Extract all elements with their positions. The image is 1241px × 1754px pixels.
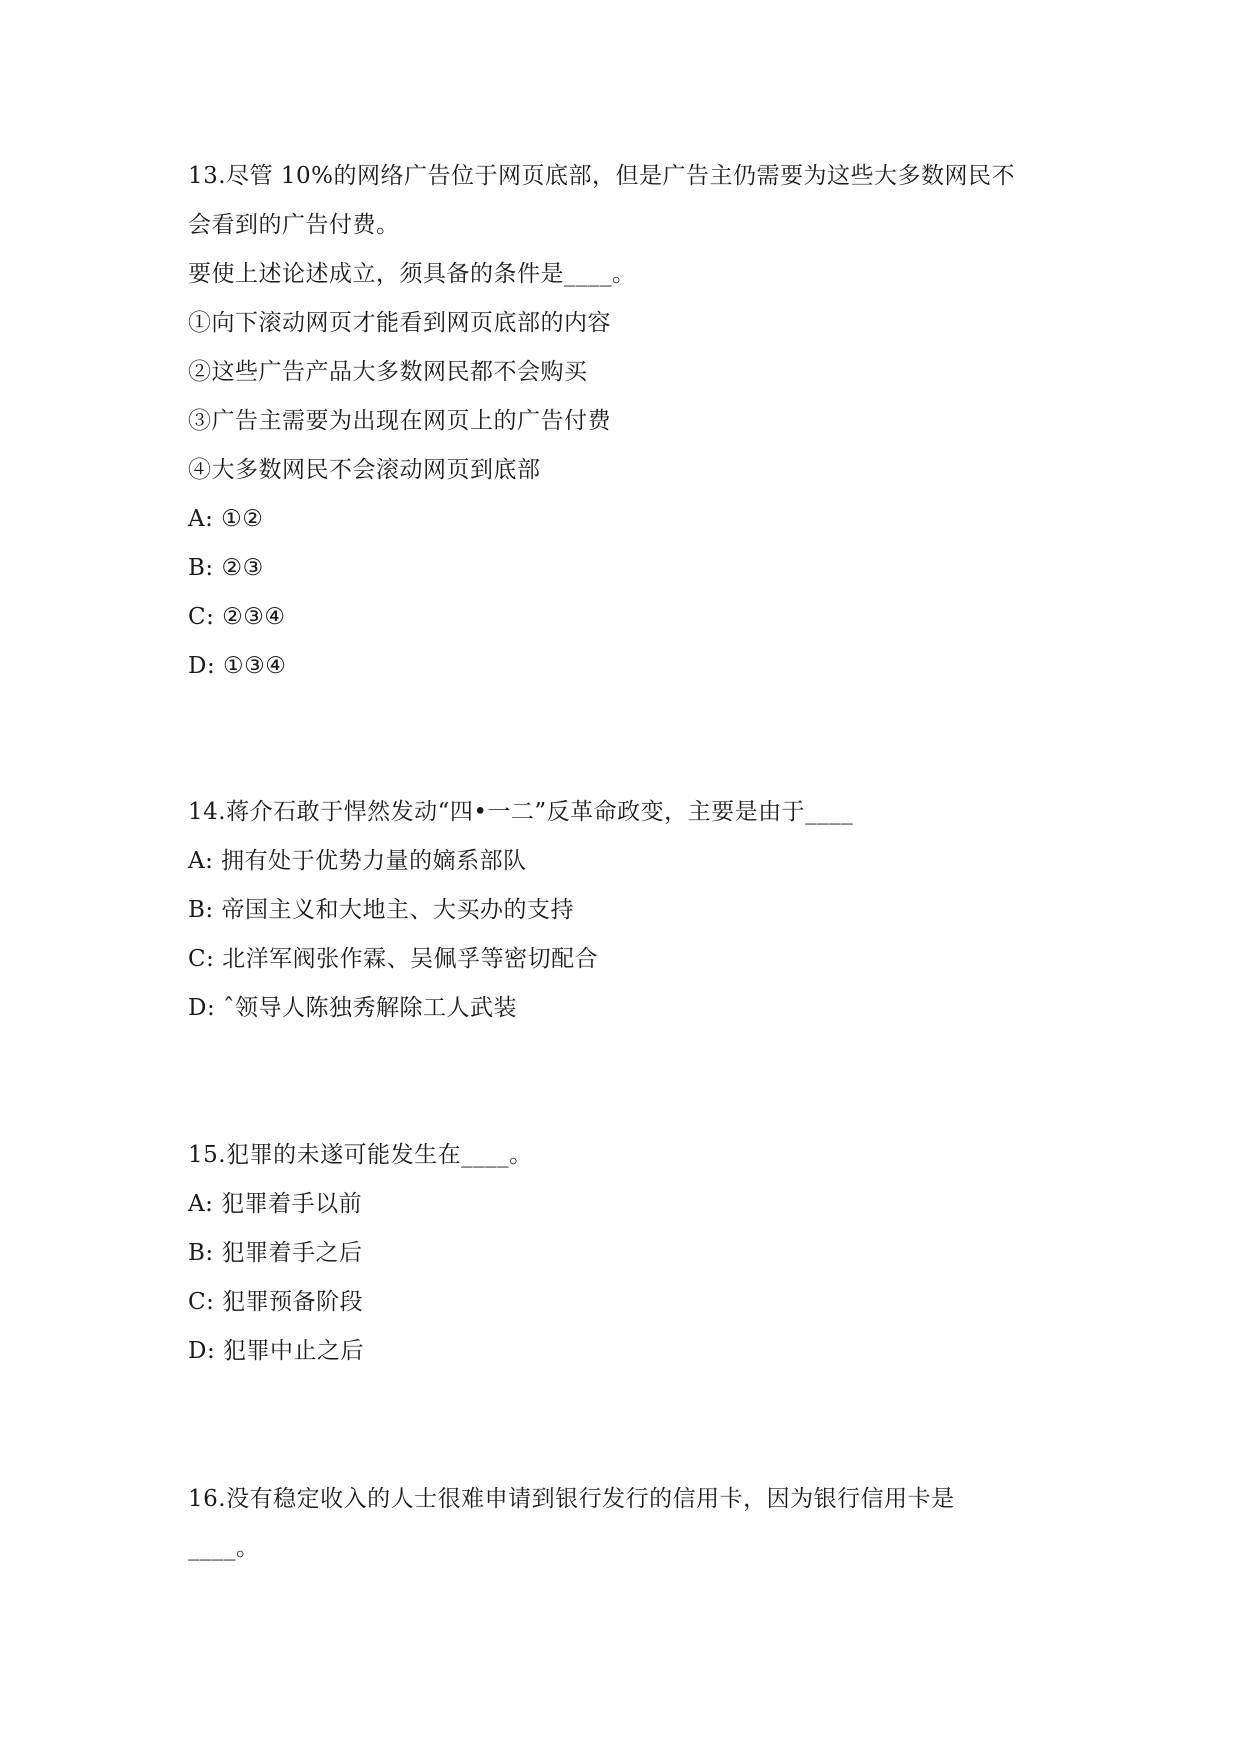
option-c: C: ②③④ (188, 604, 286, 630)
option-c: C: 北洋军阀张作霖、吴佩孚等密切配合 (188, 946, 599, 972)
option-a: A: ①② (188, 506, 264, 532)
option-b: B: 犯罪着手之后 (188, 1240, 363, 1266)
statement-item: ④大多数网民不会滚动网页到底部 (188, 457, 541, 483)
question-stem-line: 15.犯罪的未遂可能发生在____。 (188, 1142, 533, 1168)
question-16 (188, 1475, 1068, 1573)
option-d: D: ①③④ (188, 653, 287, 679)
question-stem-line: ____。 (188, 1535, 260, 1561)
question-14 (188, 788, 1068, 1033)
question-stem-line: 会看到的广告付费。 (188, 212, 400, 238)
option-c: C: 犯罪预备阶段 (188, 1289, 364, 1315)
statement-item: ①向下滚动网页才能看到网页底部的内容 (188, 310, 611, 336)
question-stem-line: 要使上述论述成立，须具备的条件是____。 (188, 261, 636, 287)
option-d: D: 犯罪中止之后 (188, 1338, 365, 1364)
question-stem-line: 13.尽管 10%的网络广告位于网页底部，但是广告主仍需要为这些大多数网民不 (188, 163, 1016, 189)
option-b: B: 帝国主义和大地主、大买办的支持 (188, 897, 574, 923)
question-15 (188, 1131, 1068, 1376)
statement-item: ②这些广告产品大多数网民都不会购买 (188, 359, 588, 385)
option-a: A: 拥有处于优势力量的嫡系部队 (188, 848, 527, 874)
option-d: D: ˆ领导人陈独秀解除工人武装 (188, 995, 518, 1021)
statement-item: ③广告主需要为出现在网页上的广告付费 (188, 408, 611, 434)
option-b: B: ②③ (188, 555, 264, 581)
question-stem-line: 16.没有稳定收入的人士很难申请到银行发行的信用卡，因为银行信用卡是 (188, 1486, 955, 1512)
question-13 (188, 152, 1068, 691)
question-stem-line: 14.蒋介石敢于悍然发动“四•一二”反革命政变，主要是由于____ (188, 799, 854, 825)
option-a: A: 犯罪着手以前 (188, 1191, 363, 1217)
